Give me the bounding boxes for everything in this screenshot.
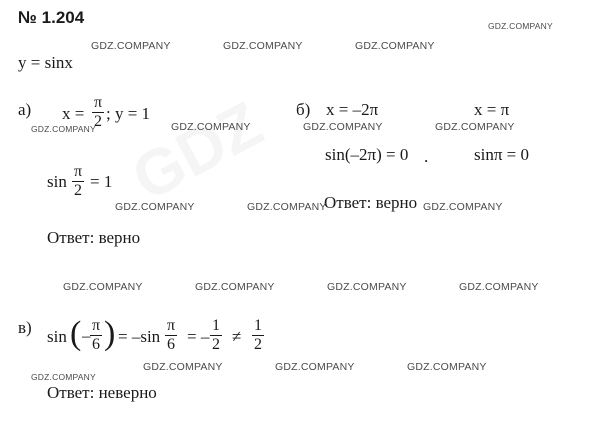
watermark: GDZ.COMPANY	[275, 361, 355, 373]
watermark: GDZ.COMPANY	[31, 124, 96, 134]
watermark: GDZ.COMPANY	[91, 40, 171, 52]
part-a-x-lhs: x =	[62, 104, 85, 123]
watermark: GDZ.COMPANY	[435, 121, 515, 133]
function-definition: y = sinx	[18, 53, 73, 72]
part-b-x2: x = π	[474, 100, 510, 119]
part-a-answer: Ответ: верно	[47, 228, 141, 247]
part-a-sin-word: sin	[47, 172, 67, 191]
fraction-numerator: π	[92, 317, 101, 334]
watermark: GDZ.COMPANY	[407, 361, 487, 373]
watermark: GDZ.COMPANY	[31, 372, 96, 382]
part-v-result1-fraction	[210, 318, 222, 353]
fraction-numerator: π	[167, 317, 176, 334]
watermark: GDZ.COMPANY	[355, 40, 435, 52]
part-v-minus: –	[82, 326, 91, 345]
part-b-answer: Ответ: верно	[324, 193, 418, 212]
watermark: GDZ.COMPANY	[423, 201, 503, 213]
part-a-sin-fraction	[72, 164, 84, 199]
part-v-answer: Ответ: неверно	[47, 383, 157, 402]
fraction-denominator: 6	[167, 336, 176, 353]
watermark: GDZ.COMPANY	[63, 281, 143, 293]
part-v-arg-fraction	[90, 318, 102, 353]
fraction-denominator: 2	[212, 336, 220, 353]
watermark: GDZ.COMPANY	[247, 201, 327, 213]
part-a-sin-rhs: = 1	[90, 172, 113, 191]
part-v-label: в)	[18, 318, 32, 337]
problem-number: № 1.204	[18, 8, 85, 27]
fraction-denominator: 6	[92, 336, 101, 353]
left-paren: (	[70, 315, 82, 352]
watermark: GDZ.COMPANY	[143, 361, 223, 373]
part-v-mid-fraction	[165, 318, 177, 353]
fraction-denominator: 2	[254, 336, 262, 353]
watermark: GDZ.COMPANY	[303, 121, 383, 133]
part-v-result2-fraction	[252, 318, 264, 353]
right-paren: )	[104, 315, 116, 352]
part-v-eq: = –	[187, 327, 210, 346]
watermark: GDZ.COMPANY	[488, 21, 553, 31]
part-v-sin-word: sin	[47, 327, 67, 346]
watermark: GDZ.COMPANY	[195, 281, 275, 293]
part-b-eq2: sinπ = 0	[474, 145, 530, 164]
part-v-mid: = –sin	[118, 327, 161, 346]
part-b-label: б)	[296, 100, 311, 119]
watermark: GDZ.COMPANY	[327, 281, 407, 293]
part-b-dot: .	[424, 147, 429, 166]
fraction-denominator: 2	[94, 113, 103, 130]
watermark: GDZ.COMPANY	[459, 281, 539, 293]
part-a-label: а)	[18, 100, 32, 119]
watermark: GDZ.COMPANY	[171, 121, 251, 133]
part-a-y-value: ; y = 1	[106, 104, 151, 123]
fraction-denominator: 2	[74, 182, 83, 199]
watermark: GDZ.COMPANY	[223, 40, 303, 52]
fraction-numerator: 1	[212, 317, 220, 334]
fraction-numerator: 1	[254, 317, 262, 334]
fraction-numerator: π	[94, 94, 103, 111]
part-b-eq1: sin(–2π) = 0	[325, 145, 409, 164]
part-b-x1: x = –2π	[326, 100, 379, 119]
part-v-neq: ≠	[232, 327, 242, 346]
fraction-numerator: π	[74, 163, 83, 180]
watermark: GDZ.COMPANY	[115, 201, 195, 213]
